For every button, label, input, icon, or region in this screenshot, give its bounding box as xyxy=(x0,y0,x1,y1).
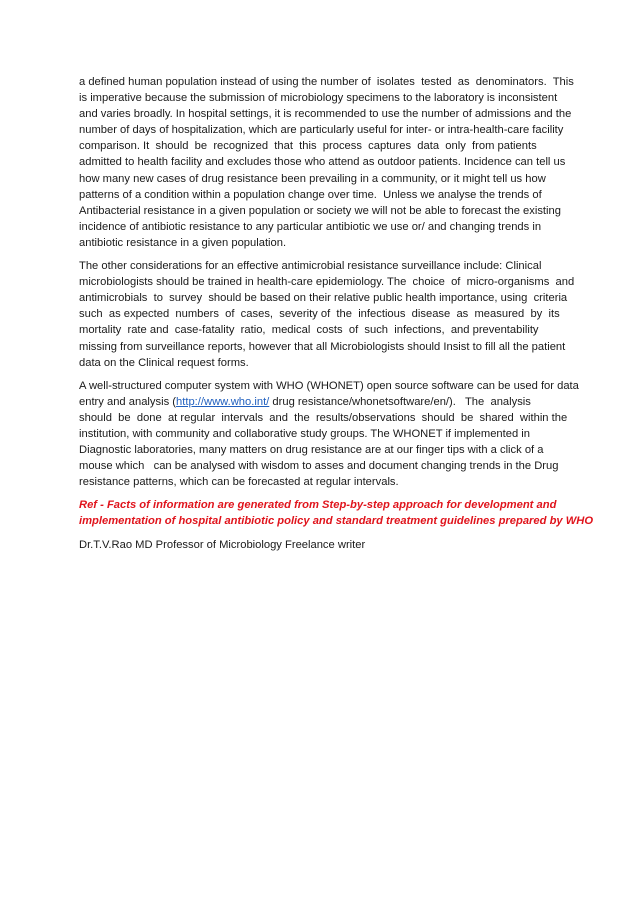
text-line: mouse which can be analysed with wisdom to asses and document changing trends in the Drug xyxy=(79,460,559,473)
text-line-with-link xyxy=(79,394,563,410)
text-line: admitted to health facility and excludes those who attend as outdoor patients. Incidence can tell us xyxy=(79,156,566,169)
text-line: Diagnostic laboratories, many matters on drug resistance are at our finger tips with a click of a xyxy=(79,444,544,457)
text-line: such as expected numbers of cases, severity of the infectious disease as measured by its xyxy=(79,308,560,321)
reference-line: Ref - Facts of information are generated from Step-by-step approach for development and xyxy=(79,499,557,512)
text-line: The other considerations for an effective antimicrobial resistance surveillance include: Clinical xyxy=(79,260,542,273)
text-line: patterns of a condition within a population change over time. Unless we analyse the trends of xyxy=(79,188,542,201)
paragraph-whonet xyxy=(79,378,579,491)
text-line: A well-structured computer system with WHO (WHONET) open source software can be used for data xyxy=(79,379,579,392)
document-body xyxy=(79,74,594,553)
text-line: comparison. It should be recognized that this process captures data only from patients xyxy=(79,140,537,153)
text-segment: drug resistance/whonetsoftware/en/). The analysis xyxy=(269,395,531,408)
author-signature: Dr.T.V.Rao MD Professor of Microbiology Freelance writer xyxy=(79,538,366,551)
text-line: incidence of antibiotic resistance to any particular antibiotic we use or/ and changing trends in xyxy=(79,220,542,233)
text-line: missing from surveillance reports, however that all Microbiologists should Insist to fill all the patient xyxy=(79,340,566,353)
reference-note xyxy=(79,497,594,529)
text-line: microbiologists should be trained in health-care epidemiology. The choice of micro-organisms and xyxy=(79,276,575,289)
paragraph-surveillance-considerations xyxy=(79,258,575,371)
text-line: is imperative because the submission of microbiology specimens to the laboratory is inconsistent xyxy=(79,92,558,105)
text-line: should be done at regular intervals and the results/observations should be shared within the xyxy=(79,411,568,424)
text-line: and varies broadly. In hospital settings, it is recommended to use the number of admissions and the xyxy=(79,108,572,121)
who-link[interactable]: http://www.who.int/ xyxy=(176,395,270,408)
text-line: mortality rate and case-fatality ratio, medical costs of such infections, and preventability xyxy=(79,324,539,337)
text-line: Antibacterial resistance in a given population or society we will not be able to forecast the existing xyxy=(79,204,561,217)
reference-line: implementation of hospital antibiotic policy and standard treatment guidelines prepared by WHO xyxy=(79,515,594,528)
text-line: institution, with community and collaborative study groups. The WHONET if implemented in xyxy=(79,427,531,440)
text-line: data on the Clinical request forms. xyxy=(79,356,249,369)
text-line: resistance patterns, which can be forecasted at regular intervals. xyxy=(79,476,399,489)
text-line: number of days of hospitalization, which are particularly useful for inter- or intra-health-care facility xyxy=(79,124,564,137)
text-segment: entry and analysis ( xyxy=(79,395,177,408)
text-line: a defined human population instead of using the number of isolates tested as denominators. This xyxy=(79,76,574,88)
text-line: antimicrobials to survey should be based on their relative public health importance, using criteria xyxy=(79,292,568,305)
paragraph-population-denominators xyxy=(79,74,574,251)
text-line: how many new cases of drug resistance been prevailing in a community, or it might tell us how xyxy=(79,172,546,185)
text-line: antibiotic resistance in a given population. xyxy=(79,236,287,249)
